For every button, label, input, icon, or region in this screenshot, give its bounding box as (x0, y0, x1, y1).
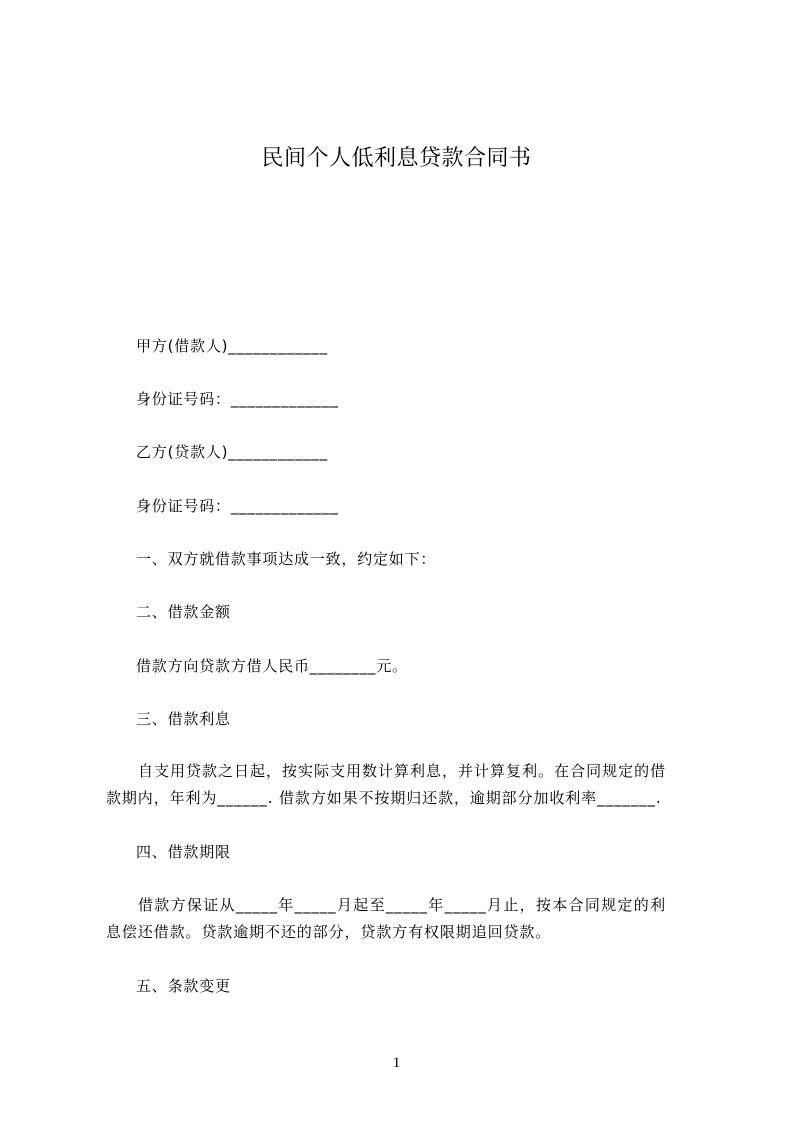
document-title: 民间个人低利息贷款合同书 (261, 146, 532, 171)
section-heading-interest: 三、借款利息 (136, 710, 231, 728)
section-heading-change: 五、条款变更 (136, 977, 231, 995)
loan-amount-text: 借款方向贷款方借人民币________元。 (136, 657, 408, 675)
page-number: 1 (392, 1055, 401, 1071)
party-a-borrower: 甲方(借款人)____________ (136, 337, 328, 355)
party-b-id-number: 身份证号码：_____________ (136, 497, 339, 515)
section-heading-term: 四、借款期限 (136, 843, 231, 861)
interest-paragraph: 自支用贷款之日起，按实际支用数计算利息，并计算复利。在合同规定的借款期内，年利为______. 借款方如果不按期归还款，逾期部分加收利率_______. (106, 762, 666, 807)
party-a-id-number: 身份证号码：_____________ (136, 390, 339, 408)
section-heading-amount: 二、借款金额 (136, 603, 231, 621)
party-b-lender: 乙方(贷款人)____________ (136, 443, 328, 461)
agreement-intro: 一、双方就借款事项达成一致，约定如下： (136, 550, 437, 568)
term-paragraph: 借款方保证从_____年_____月起至_____年_____月止，按本合同规定的利息偿还借款。贷款逾期不还的部分，贷款方有权限期追回贷款。 (106, 896, 666, 941)
